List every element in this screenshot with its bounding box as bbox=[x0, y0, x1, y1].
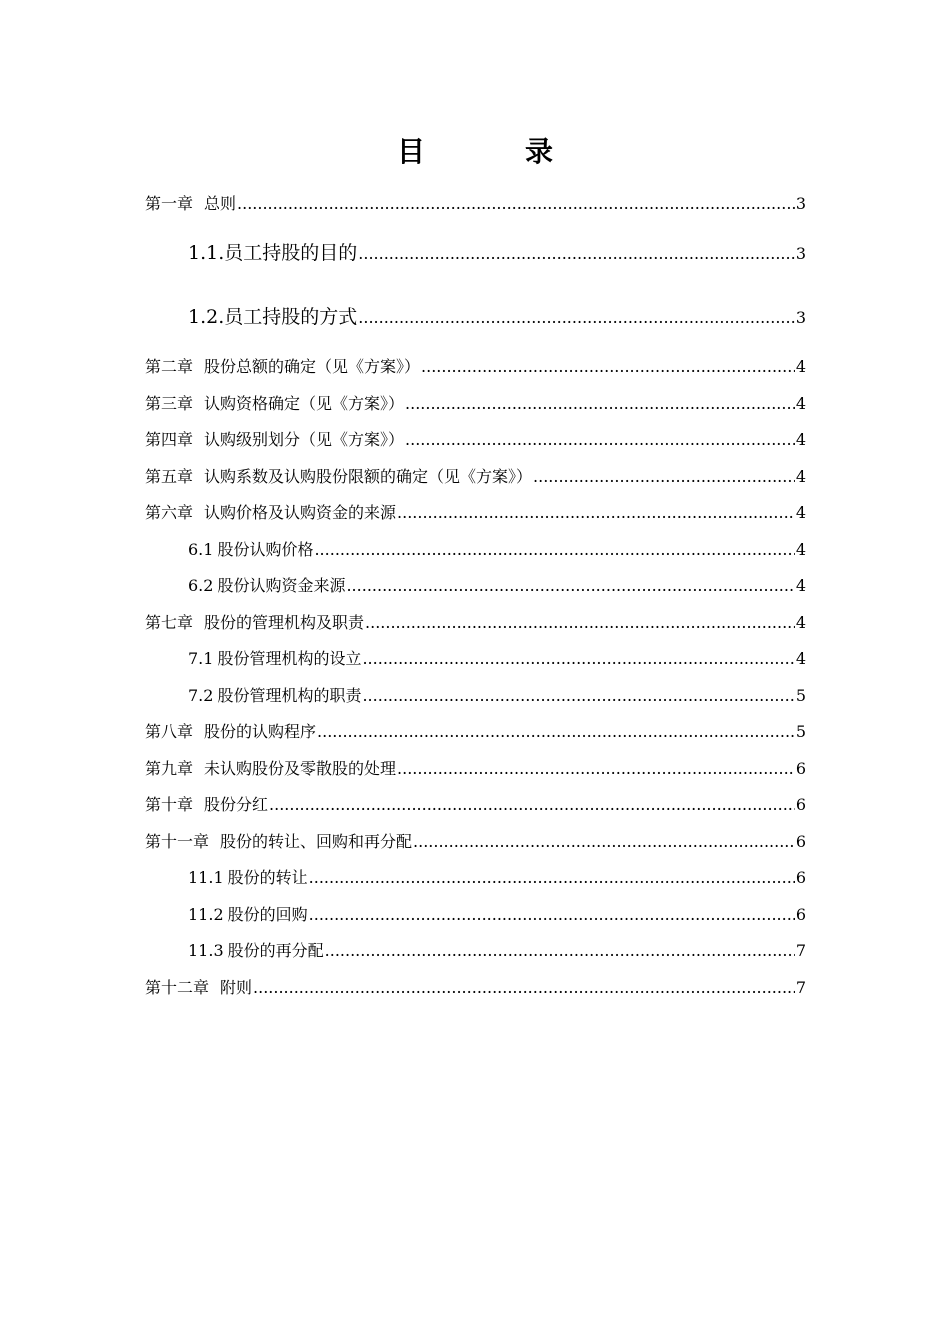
toc-entry-page: 7 bbox=[795, 941, 806, 960]
toc-entry-text: 员工持股的目的 bbox=[224, 242, 358, 264]
toc-leader-dots bbox=[413, 831, 795, 853]
toc-entry-number: 第七章 bbox=[145, 613, 194, 632]
toc-leader-dots bbox=[358, 240, 795, 268]
toc-entry-number: 第三章 bbox=[145, 394, 194, 413]
toc-entry-page: 4 bbox=[795, 503, 806, 522]
toc-entry-page: 4 bbox=[795, 576, 806, 595]
toc-entry-page: 3 bbox=[795, 194, 806, 213]
toc-entry-number: 第九章 bbox=[145, 759, 194, 778]
toc-entry-text: 股份的再分配 bbox=[227, 941, 324, 960]
toc-leader-dots bbox=[325, 940, 795, 962]
toc-entry-page: 4 bbox=[795, 649, 806, 668]
toc-entry-text: 股份管理机构的设立 bbox=[217, 649, 362, 668]
toc-entry-chapter-7[interactable] bbox=[145, 612, 806, 634]
toc-leader-dots bbox=[397, 502, 795, 524]
toc-entry-section-1-2[interactable] bbox=[188, 303, 806, 331]
toc-leader-dots bbox=[309, 867, 795, 889]
toc-entry-text: 股份的管理机构及职责 bbox=[204, 613, 365, 632]
toc-entry-text: 认购价格及认购资金的来源 bbox=[204, 503, 397, 522]
toc-leader-dots bbox=[253, 977, 795, 999]
toc-entry-number: 11.2 bbox=[188, 905, 224, 924]
toc-entry-number: 第十二章 bbox=[145, 978, 210, 997]
toc-entry-number: 1.2. bbox=[188, 306, 225, 328]
toc-entry-text: 未认购股份及零散股的处理 bbox=[204, 759, 397, 778]
toc-entry-number: 第一章 bbox=[145, 194, 194, 213]
toc-leader-dots bbox=[397, 758, 795, 780]
toc-leader-dots bbox=[405, 429, 795, 451]
toc-entry-section-11-2[interactable] bbox=[188, 904, 806, 926]
toc-entry-page: 5 bbox=[795, 686, 806, 705]
toc-entry-number: 6.1 bbox=[188, 540, 214, 559]
toc-entry-text: 股份的回购 bbox=[227, 905, 308, 924]
toc-entry-text: 股份分红 bbox=[204, 795, 269, 814]
toc-entry-number: 7.1 bbox=[188, 649, 214, 668]
toc-entry-page: 6 bbox=[795, 905, 806, 924]
toc-entry-chapter-10[interactable] bbox=[145, 794, 806, 816]
toc-leader-dots bbox=[362, 648, 794, 670]
toc-leader-dots bbox=[309, 904, 795, 926]
toc-entry-page: 4 bbox=[795, 394, 806, 413]
toc-entry-section-7-1[interactable] bbox=[188, 648, 806, 670]
toc-entry-number: 第五章 bbox=[145, 467, 194, 486]
toc-entry-page: 3 bbox=[795, 244, 806, 263]
toc-entry-number: 11.1 bbox=[188, 868, 224, 887]
toc-entry-text: 股份认购价格 bbox=[217, 540, 314, 559]
toc-leader-dots bbox=[346, 575, 794, 597]
toc-entry-chapter-8[interactable] bbox=[145, 721, 806, 743]
toc-entry-text: 认购级别划分（见《方案》） bbox=[204, 430, 405, 449]
toc-entry-number: 第八章 bbox=[145, 722, 194, 741]
toc-entry-chapter-9[interactable] bbox=[145, 758, 806, 780]
toc-entry-number: 11.3 bbox=[188, 941, 224, 960]
toc-title: 目 录 bbox=[396, 135, 589, 168]
toc-entry-page: 4 bbox=[795, 430, 806, 449]
toc-leader-dots bbox=[314, 539, 794, 561]
toc-leader-dots bbox=[317, 721, 795, 743]
toc-entry-text: 总则 bbox=[204, 194, 237, 213]
toc-entry-chapter-11[interactable] bbox=[145, 831, 806, 853]
toc-entry-chapter-5[interactable] bbox=[145, 466, 806, 488]
toc-entry-number: 第十章 bbox=[145, 795, 194, 814]
toc-entry-chapter-3[interactable] bbox=[145, 393, 806, 415]
toc-entry-page: 4 bbox=[795, 357, 806, 376]
toc-entry-number: 第十一章 bbox=[145, 832, 210, 851]
toc-leader-dots bbox=[358, 304, 795, 332]
toc-leader-dots bbox=[269, 794, 795, 816]
toc-entry-page: 5 bbox=[795, 722, 806, 741]
toc-entry-page: 4 bbox=[795, 467, 806, 486]
toc-entry-text: 股份的转让、回购和再分配 bbox=[220, 832, 413, 851]
toc-leader-dots bbox=[237, 193, 795, 215]
toc-entry-number: 1.1. bbox=[188, 242, 225, 264]
toc-entry-chapter-4[interactable] bbox=[145, 429, 806, 451]
toc-entry-chapter-6[interactable] bbox=[145, 502, 806, 524]
toc-leader-dots bbox=[533, 466, 795, 488]
toc-entry-text: 附则 bbox=[220, 978, 253, 997]
toc-entry-chapter-1[interactable] bbox=[145, 193, 806, 215]
toc-entry-number: 6.2 bbox=[188, 576, 214, 595]
toc-entry-number: 7.2 bbox=[188, 686, 214, 705]
toc-entry-page: 6 bbox=[795, 868, 806, 887]
toc-entry-chapter-2[interactable] bbox=[145, 356, 806, 378]
toc-entry-text: 股份的认购程序 bbox=[204, 722, 317, 741]
toc-entry-page: 6 bbox=[795, 759, 806, 778]
toc-entry-text: 股份总额的确定（见《方案》） bbox=[204, 357, 421, 376]
toc-entry-section-11-3[interactable] bbox=[188, 940, 806, 962]
toc-entry-page: 4 bbox=[795, 613, 806, 632]
toc-entry-text: 认购系数及认购股份限额的确定（见《方案》） bbox=[204, 467, 533, 486]
toc-entry-page: 7 bbox=[795, 978, 806, 997]
toc-entry-section-1-1[interactable] bbox=[188, 239, 806, 267]
toc-entry-page: 6 bbox=[795, 832, 806, 851]
toc-leader-dots bbox=[362, 685, 794, 707]
toc-leader-dots bbox=[421, 356, 795, 378]
toc-leader-dots bbox=[405, 393, 795, 415]
toc-entry-section-7-2[interactable] bbox=[188, 685, 806, 707]
toc-entry-section-6-1[interactable] bbox=[188, 539, 806, 561]
toc-entry-chapter-12[interactable] bbox=[145, 977, 806, 999]
toc-entry-page: 3 bbox=[795, 308, 806, 327]
toc-entry-page: 6 bbox=[795, 795, 806, 814]
toc-entry-number: 第四章 bbox=[145, 430, 194, 449]
toc-entry-text: 股份认购资金来源 bbox=[217, 576, 346, 595]
toc-leader-dots bbox=[365, 612, 795, 634]
toc-entry-section-11-1[interactable] bbox=[188, 867, 806, 889]
toc-entry-section-6-2[interactable] bbox=[188, 575, 806, 597]
toc-entry-number: 第六章 bbox=[145, 503, 194, 522]
toc-entry-number: 第二章 bbox=[145, 357, 194, 376]
toc-entry-text: 员工持股的方式 bbox=[224, 306, 358, 328]
toc-entry-text: 认购资格确定（见《方案》） bbox=[204, 394, 405, 413]
toc-entry-text: 股份管理机构的职责 bbox=[217, 686, 362, 705]
toc-entry-page: 4 bbox=[795, 540, 806, 559]
toc-entry-text: 股份的转让 bbox=[227, 868, 308, 887]
